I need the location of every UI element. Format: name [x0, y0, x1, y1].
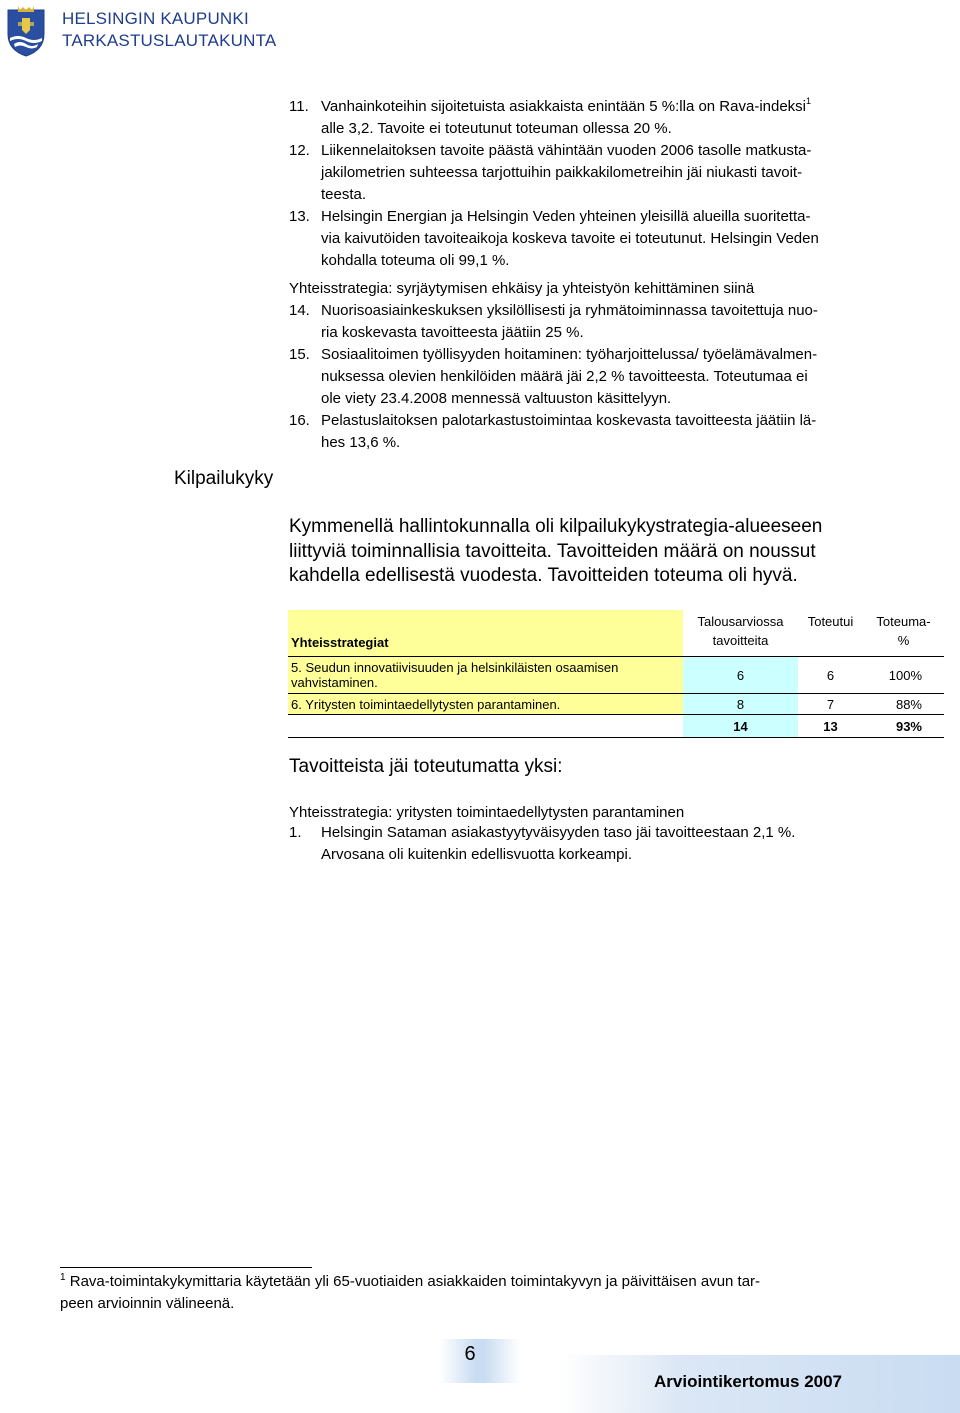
list-item-number: 13.: [289, 208, 310, 225]
list-item-text: via kaivutöiden tavoiteaikoja koskeva tavoite ei toteutunut. Helsingin Veden: [321, 230, 819, 247]
table-cell-target: 8: [683, 694, 798, 715]
table-header-target: [683, 610, 798, 657]
list-item-text: kohdalla toteuma oli 99,1 %.: [321, 252, 510, 269]
section-side-label: Kilpailukyky: [174, 468, 274, 489]
strategy-table: [288, 610, 944, 738]
unmet-goals-list-c: [289, 822, 909, 866]
table-header-pct: [863, 610, 944, 657]
intro-line: liittyviä toiminnallisia tavoitteita. Tavoitteiden määrä on noussut: [289, 540, 816, 562]
list-item-text: Nuorisoasiainkeskuksen yksilöllisesti ja ryhmätoiminnassa tavoitettuja nuo-: [321, 302, 818, 319]
table-cell-empty: [288, 715, 683, 738]
footnote-reference: 1: [806, 96, 812, 106]
organization-line-1: HELSINGIN KAUPUNKI: [62, 9, 249, 28]
header-text: tavoitteita: [712, 633, 769, 648]
table-cell-name: 6. Yritysten toimintaedellytysten parantaminen.: [288, 694, 683, 715]
list-item-number: 14.: [289, 302, 310, 319]
footnote-mark: 1: [60, 1272, 66, 1283]
table-cell-done: 7: [826, 696, 835, 712]
table-row: [288, 694, 944, 715]
table-cell-done: 6: [826, 667, 835, 683]
list-item: [289, 206, 909, 272]
header-text: Talousarviossa: [697, 614, 784, 629]
list-item-text: hes 13,6 %.: [321, 434, 401, 451]
intro-line: kahdella edellisestä vuodesta. Tavoitteiden toteuma oli hyvä.: [289, 565, 798, 586]
unmet-goals-heading: Tavoitteista jäi toteutumatta yksi:: [289, 756, 563, 777]
list-item-number: 15.: [289, 346, 310, 363]
footnote-text: peen arvioinnin välineenä.: [60, 1295, 235, 1312]
table-header-row: [288, 610, 944, 657]
organization-line-2: TARKASTUSLAUTAKUNTA: [62, 31, 277, 50]
header-text: Toteuma-: [876, 614, 931, 629]
table-cell-pct: 88%: [895, 696, 922, 712]
table-cell-target: 6: [683, 657, 798, 694]
list-item-number: 11.: [289, 98, 309, 115]
list-item-text: jakilometrien suhteessa tarjottuihin paikkakilometreihin jäi niukasti tavoit-: [321, 164, 803, 181]
organization-name: [62, 8, 276, 52]
report-title: Arviointikertomus 2007: [654, 1372, 843, 1391]
strategy-heading: Yhteisstrategia: syrjäytymisen ehkäisy ja yhteistyön kehittäminen siinä: [289, 280, 755, 297]
list-item-number: 1.: [289, 824, 302, 841]
list-item: [289, 822, 909, 866]
list-item: [289, 410, 909, 454]
list-item-text: Arvosana oli kuitenkin edellisvuotta korkeampi.: [321, 846, 632, 863]
header-text: Toteutui: [807, 614, 854, 629]
unmet-goals-list-b: [289, 300, 909, 454]
list-item: [289, 140, 909, 206]
list-item-text: Helsingin Sataman asiakastyytyväisyyden taso jäi tavoitteestaan 2,1 %.: [321, 824, 796, 841]
table-cell-pct: 100%: [888, 667, 922, 683]
list-item: [289, 344, 909, 410]
table-total-done: 13: [823, 718, 838, 734]
table-header-done: [798, 610, 863, 657]
cell-text: 5. Seudun innovatiivisuuden ja helsinkiläisten osaamisen: [291, 660, 619, 675]
table-header-name: Yhteisstrategiat: [288, 610, 683, 657]
cell-text: vahvistaminen.: [291, 675, 378, 690]
footnote-text: Rava-toimintakykymittaria käytetään yli 65-vuotiaiden asiakkaiden toimintakyvyn ja päivittäisen avun tar-: [65, 1273, 761, 1290]
header-text: %: [897, 633, 910, 648]
list-item-text: Vanhainkoteihin sijoitetuista asiakkaista enintään 5 %:lla on Rava-indeksi: [321, 98, 807, 115]
table-cell-name: [288, 657, 683, 694]
section-intro: [289, 515, 909, 589]
intro-line: Kymmenellä hallintokunnalla oli kilpailukykystrategia-alueeseen: [289, 516, 823, 537]
list-item-text: Pelastuslaitoksen palotarkastustoimintaa koskevasta tavoitteesta jäätiin lä-: [321, 412, 817, 429]
page-number: 6: [464, 1343, 476, 1365]
list-item: [289, 300, 909, 344]
unmet-goals-list-a: [289, 96, 909, 272]
list-item-number: 16.: [289, 412, 310, 429]
table-total-pct: 93%: [895, 718, 922, 734]
list-item-number: 12.: [289, 142, 310, 159]
list-item-text: Sosiaalitoimen työllisyyden hoitaminen: työharjoittelussa/ työelämävalmen-: [321, 346, 818, 363]
list-item-text: Helsingin Energian ja Helsingin Veden yhteinen yleisillä alueilla suoritetta-: [321, 208, 811, 225]
footnote-divider: [60, 1267, 312, 1268]
helsinki-coat-of-arms-icon: [6, 4, 46, 58]
list-item-text: teesta.: [321, 186, 367, 203]
table-total-row: [288, 715, 944, 738]
table-total-target: 14: [683, 715, 798, 738]
table-row: [288, 657, 944, 694]
footnote: [60, 1271, 900, 1315]
list-item-text: alle 3,2. Tavoite ei toteutunut toteuman ollessa 20 %.: [321, 120, 672, 137]
strategy-heading: Yhteisstrategia: yritysten toimintaedellytysten parantaminen: [289, 804, 685, 821]
list-item-text: ole viety 23.4.2008 mennessä valtuuston käsittelyyn.: [321, 390, 672, 407]
list-item-text: ria koskevasta tavoitteesta jäätiin 25 %.: [321, 324, 584, 341]
list-item-text: nuksessa olevien henkilöiden määrä jäi 2,2 % tavoitteesta. Toteutumaa ei: [321, 368, 808, 385]
list-item-text: Liikennelaitoksen tavoite päästä vähintään vuoden 2006 tasolle matkusta-: [321, 142, 812, 159]
list-item: [289, 96, 909, 140]
